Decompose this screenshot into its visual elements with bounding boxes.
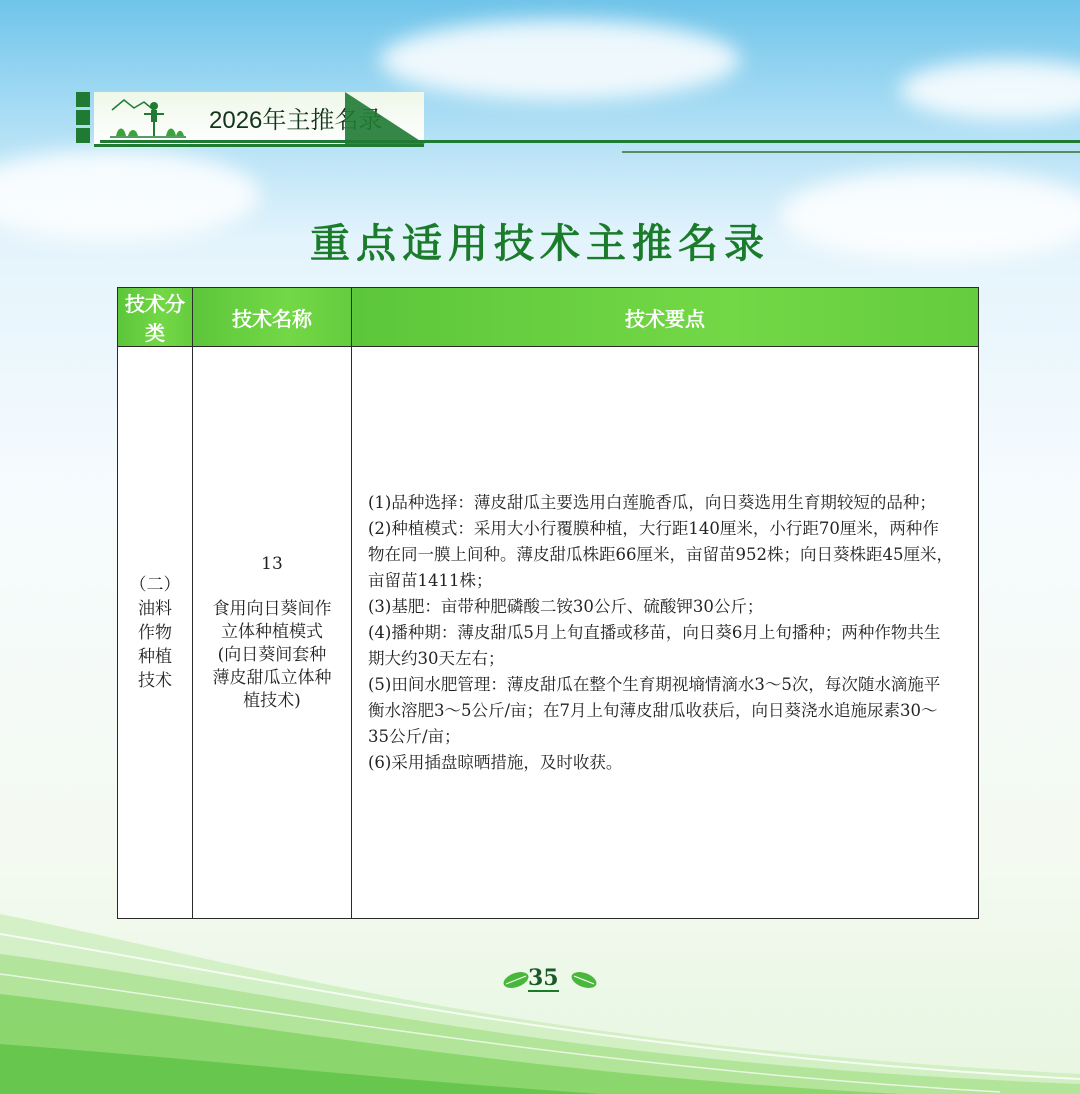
tech-name-line: 立体种植模式	[221, 621, 323, 642]
category-line: 技术	[138, 670, 172, 691]
header-rule-thin	[622, 151, 1080, 153]
tech-point: (4)播种期：薄皮甜瓜5月上旬直播或移苗，向日葵6月上旬播种；两种作物共生期大约30天左右；	[368, 622, 941, 668]
category-line: 种植	[138, 646, 172, 667]
banner-corner	[345, 92, 425, 144]
tech-name-line: (向日葵间套种	[217, 644, 327, 665]
header-rule	[100, 140, 1080, 143]
table-row	[118, 347, 979, 919]
tech-point: (3)基肥：亩带种肥磷酸二铵30公斤、硫酸钾30公斤；	[368, 596, 764, 616]
category-line: （二）	[129, 574, 181, 595]
category-line: 作物	[138, 622, 172, 643]
column-header-category: 技术分类	[118, 288, 193, 347]
background-cloud	[900, 60, 1080, 120]
category-text	[130, 573, 181, 693]
banner-stripe	[76, 92, 90, 107]
tech-point: (5)田间水肥管理：薄皮甜瓜在整个生育期视墒情滴水3～5次，每次随水滴施平衡水溶肥3～5公斤/亩；在7月上旬薄皮甜瓜收获后，向日葵浇水追施尿素30～35公斤/亩；	[368, 674, 941, 746]
banner-stripe	[76, 110, 90, 125]
background-cloud	[380, 20, 740, 100]
tech-point: (6)采用插盘晾晒措施，及时收获。	[368, 752, 623, 772]
table-header-row	[118, 288, 979, 347]
category-line: 油料	[138, 598, 172, 619]
column-header-points: 技术要点	[352, 288, 979, 347]
header-title: 2026年主推名录	[209, 107, 383, 134]
page-number-badge	[500, 960, 600, 1000]
tech-table	[117, 287, 979, 919]
tech-name-line: 植技术)	[243, 690, 301, 711]
page-title: 重点适用技术主推名录	[310, 221, 770, 267]
page-number: 35	[528, 965, 559, 991]
tech-point: (1)品种选择：薄皮甜瓜主要选用白莲脆香瓜，向日葵选用生育期较短的品种；	[368, 492, 936, 512]
farm-scene-icon	[108, 96, 188, 140]
tech-name-line: 食用向日葵间作	[212, 598, 332, 619]
tech-point: (2)种植模式：采用大小行覆膜种植，大行距140厘米，小行距70厘米，两种作物在同一膜上间种。薄皮甜瓜株距66厘米，亩留苗952株；向日葵株距45厘米，亩留苗1411株；	[368, 518, 953, 590]
category-cell	[118, 347, 193, 919]
banner-stripe	[76, 128, 90, 143]
column-header-name: 技术名称	[193, 288, 352, 347]
tech-number: 13	[261, 553, 283, 574]
tech-name-line: 薄皮甜瓜立体种	[212, 667, 332, 688]
tech-points-cell	[352, 347, 979, 919]
tech-name-cell	[193, 347, 352, 919]
